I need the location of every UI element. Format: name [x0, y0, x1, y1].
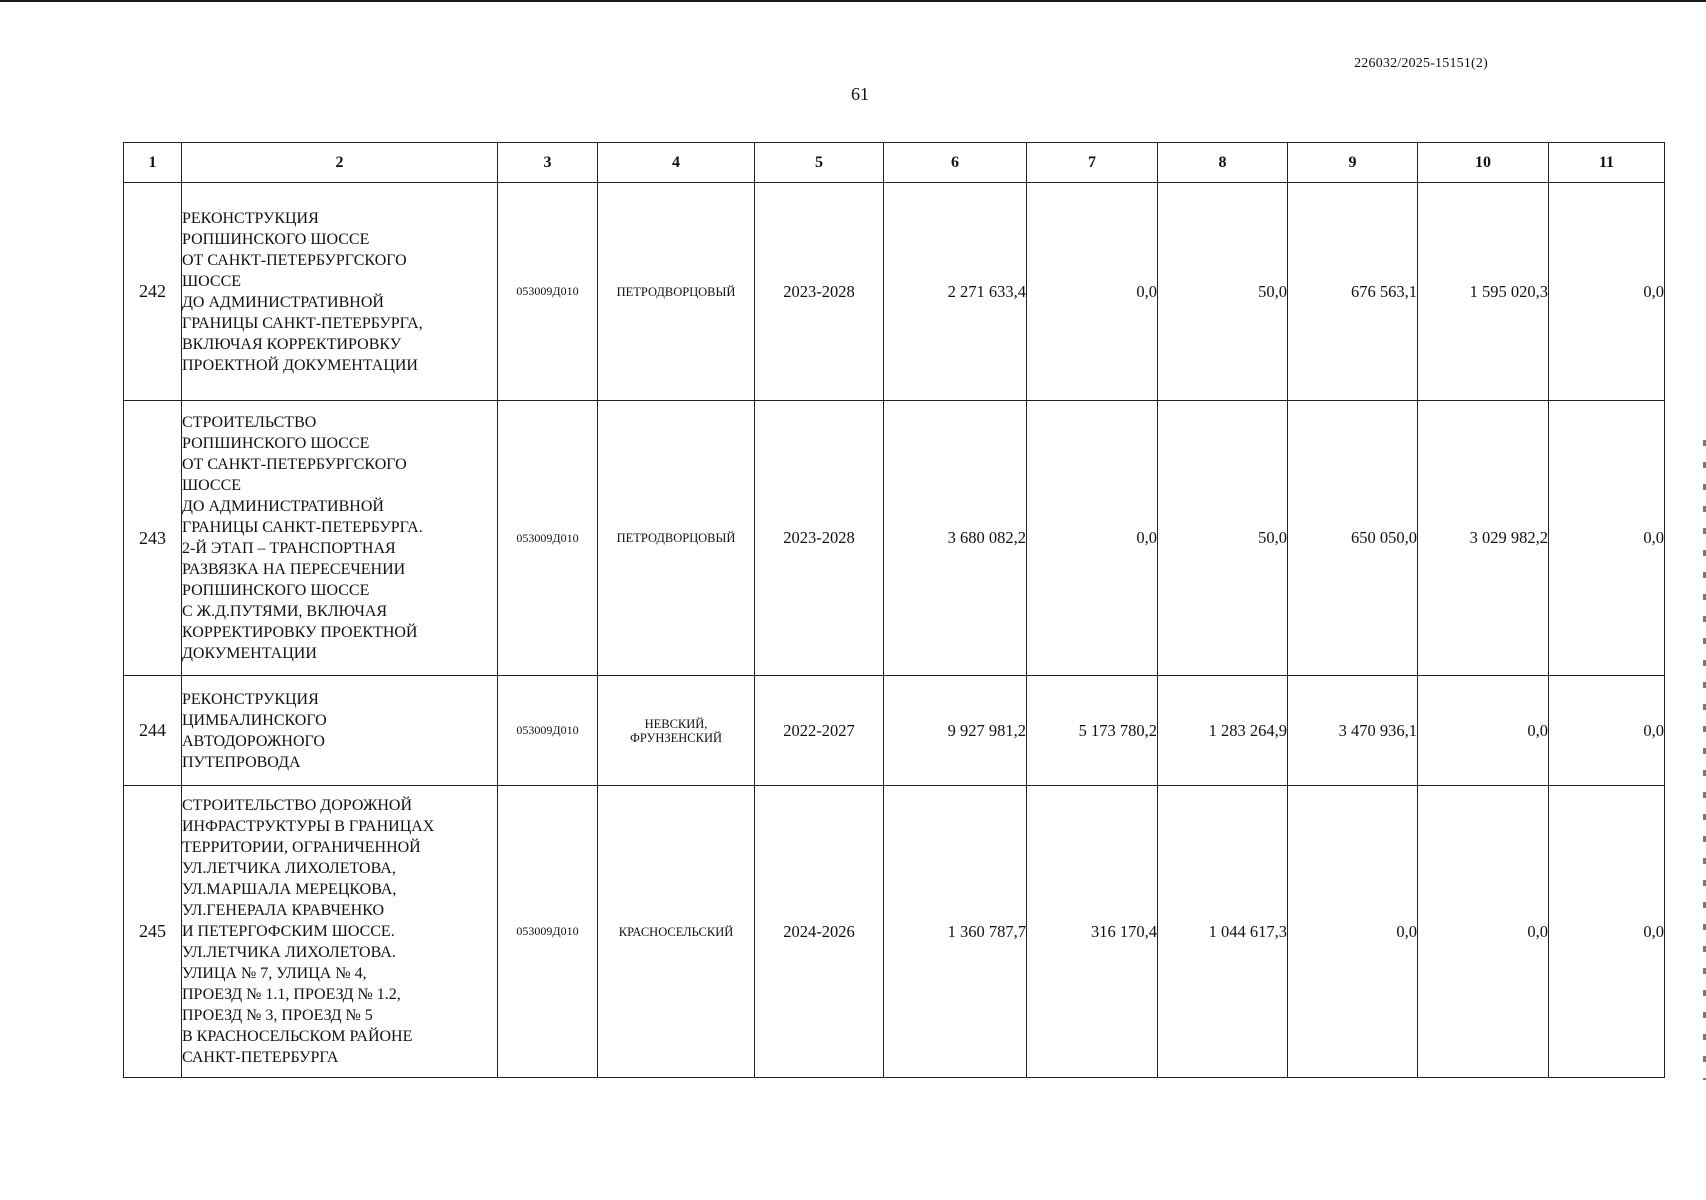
object-name-line: ВКЛЮЧАЯ КОРРЕКТИРОВКУ: [182, 335, 402, 353]
object-name-line: ОТ САНКТ-ПЕТЕРБУРГСКОГО: [182, 456, 407, 473]
value-col-8: 1 044 617,3: [1158, 786, 1288, 1078]
object-name-line: УЛ.ЛЕТЧИКА ЛИХОЛЕТОВА.: [182, 944, 396, 961]
object-name-line: АВТОДОРОЖНОГО: [182, 732, 325, 750]
object-name-line: ПРОЕКТНОЙ ДОКУМЕНТАЦИИ: [182, 356, 418, 374]
column-header: 3: [498, 143, 598, 183]
object-name-line: САНКТ-ПЕТЕРБУРГА: [182, 1049, 339, 1066]
value-col-10: 0,0: [1418, 676, 1549, 786]
object-name-line: РЕКОНСТРУКЦИЯ: [182, 690, 319, 708]
column-header: 7: [1027, 143, 1158, 183]
column-header: 9: [1288, 143, 1418, 183]
value-col-7: 5 173 780,2: [1027, 676, 1158, 786]
row-number: 245: [124, 786, 182, 1078]
value-col-8: 50,0: [1158, 401, 1288, 676]
column-header: 1: [124, 143, 182, 183]
object-name-line: СТРОИТЕЛЬСТВО ДОРОЖНОЙ: [182, 797, 413, 814]
row-number: 242: [124, 183, 182, 401]
object-name-line: С Ж.Д.ПУТЯМИ, ВКЛЮЧАЯ: [182, 603, 388, 620]
value-col-10: 1 595 020,3: [1418, 183, 1549, 401]
program-table: [123, 142, 1665, 1078]
column-header: 6: [884, 143, 1027, 183]
district-line: НЕВСКИЙ,: [644, 716, 708, 731]
period: 2022-2027: [755, 676, 884, 786]
object-name-line: ПРОЕЗД № 3, ПРОЕЗД № 5: [182, 1007, 373, 1024]
budget-code: 053009Д010: [498, 676, 598, 786]
value-col-6: 2 271 633,4: [884, 183, 1027, 401]
object-name: [182, 676, 498, 786]
column-header: 4: [598, 143, 755, 183]
value-col-9: 3 470 936,1: [1288, 676, 1418, 786]
table-row: [124, 786, 1665, 1078]
object-name-line: УЛ.ГЕНЕРАЛА КРАВЧЕНКО: [182, 902, 385, 919]
district: [598, 401, 755, 676]
district: [598, 676, 755, 786]
district-line: КРАСНОСЕЛЬСКИЙ: [618, 924, 734, 939]
value-col-6: 1 360 787,7: [884, 786, 1027, 1078]
table-row: [124, 676, 1665, 786]
object-name-line: ЦИМБАЛИНСКОГО: [182, 711, 327, 729]
value-col-7: 0,0: [1027, 183, 1158, 401]
object-name: [182, 401, 498, 676]
value-col-10: 3 029 982,2: [1418, 401, 1549, 676]
document-id: 226032/2025-15151(2): [1354, 56, 1488, 71]
district: [598, 183, 755, 401]
column-header: 11: [1549, 143, 1665, 183]
district-line: ПЕТРОДВОРЦОВЫЙ: [616, 531, 736, 545]
object-name-line: ПРОЕЗД № 1.1, ПРОЕЗД № 1.2,: [182, 986, 401, 1003]
object-name-line: СТРОИТЕЛЬСТВО: [182, 414, 317, 431]
object-name-line: РОПШИНСКОГО ШОССЕ: [182, 435, 370, 452]
object-name-line: ГРАНИЦЫ САНКТ-ПЕТЕРБУРГА.: [182, 519, 423, 536]
value-col-11: 0,0: [1549, 183, 1665, 401]
table-row: [124, 183, 1665, 401]
budget-code: 053009Д010: [498, 786, 598, 1078]
object-name-line: ПУТЕПРОВОДА: [182, 753, 301, 771]
district: [598, 786, 755, 1078]
budget-code: 053009Д010: [498, 183, 598, 401]
value-col-11: 0,0: [1549, 676, 1665, 786]
value-col-9: 650 050,0: [1288, 401, 1418, 676]
object-name-line: КОРРЕКТИРОВКУ ПРОЕКТНОЙ: [182, 624, 418, 641]
value-col-11: 0,0: [1549, 401, 1665, 676]
column-header: 2: [182, 143, 498, 183]
header-row: [124, 143, 1665, 183]
object-name-line: УЛ.МАРШАЛА МЕРЕЦКОВА,: [182, 881, 397, 898]
object-name-line: В КРАСНОСЕЛЬСКОМ РАЙОНЕ: [182, 1028, 413, 1045]
object-name: [182, 183, 498, 401]
object-name-line: УЛ.ЛЕТЧИКА ЛИХОЛЕТОВА,: [182, 860, 396, 877]
district-line: ФРУНЗЕНСКИЙ: [629, 730, 723, 745]
object-name-line: ГРАНИЦЫ САНКТ-ПЕТЕРБУРГА,: [182, 314, 423, 332]
column-header: 8: [1158, 143, 1288, 183]
object-name-line: ОТ САНКТ-ПЕТЕРБУРГСКОГО: [182, 251, 407, 269]
object-name-line: И ПЕТЕРГОФСКИМ ШОССЕ.: [182, 923, 395, 940]
object-name-line: ДО АДМИНИСТРАТИВНОЙ: [182, 293, 384, 311]
value-col-9: 676 563,1: [1288, 183, 1418, 401]
value-col-7: 316 170,4: [1027, 786, 1158, 1078]
value-col-9: 0,0: [1288, 786, 1418, 1078]
row-number: 244: [124, 676, 182, 786]
object-name-line: РОПШИНСКОГО ШОССЕ: [182, 230, 370, 248]
table-row: [124, 401, 1665, 676]
period: 2023-2028: [755, 183, 884, 401]
object-name-line: ШОССЕ: [182, 272, 242, 290]
district-line: ПЕТРОДВОРЦОВЫЙ: [616, 284, 736, 299]
period: 2023-2028: [755, 401, 884, 676]
object-name-line: 2-Й ЭТАП – ТРАНСПОРТНАЯ: [182, 540, 396, 557]
column-header: 5: [755, 143, 884, 183]
page-number: 61: [851, 84, 869, 104]
object-name-line: РОПШИНСКОГО ШОССЕ: [182, 582, 370, 599]
value-col-10: 0,0: [1418, 786, 1549, 1078]
value-col-7: 0,0: [1027, 401, 1158, 676]
object-name-line: ДОКУМЕНТАЦИИ: [182, 645, 317, 662]
budget-code: 053009Д010: [498, 401, 598, 676]
object-name-line: ШОССЕ: [182, 477, 242, 494]
value-col-8: 1 283 264,9: [1158, 676, 1288, 786]
scan-top-edge: [0, 0, 1706, 2]
value-col-6: 9 927 981,2: [884, 676, 1027, 786]
object-name-line: ТЕРРИТОРИИ, ОГРАНИЧЕННОЙ: [182, 839, 421, 856]
object-name: [182, 786, 498, 1078]
object-name-line: РЕКОНСТРУКЦИЯ: [182, 209, 319, 227]
object-name-line: УЛИЦА № 7, УЛИЦА № 4,: [182, 965, 367, 982]
period: 2024-2026: [755, 786, 884, 1078]
object-name-line: ИНФРАСТРУКТУРЫ В ГРАНИЦАХ: [182, 818, 435, 835]
object-name-line: РАЗВЯЗКА НА ПЕРЕСЕЧЕНИИ: [182, 561, 406, 578]
column-header: 10: [1418, 143, 1549, 183]
value-col-8: 50,0: [1158, 183, 1288, 401]
value-col-6: 3 680 082,2: [884, 401, 1027, 676]
object-name-line: ДО АДМИНИСТРАТИВНОЙ: [182, 498, 384, 515]
row-number: 243: [124, 401, 182, 676]
value-col-11: 0,0: [1549, 786, 1665, 1078]
